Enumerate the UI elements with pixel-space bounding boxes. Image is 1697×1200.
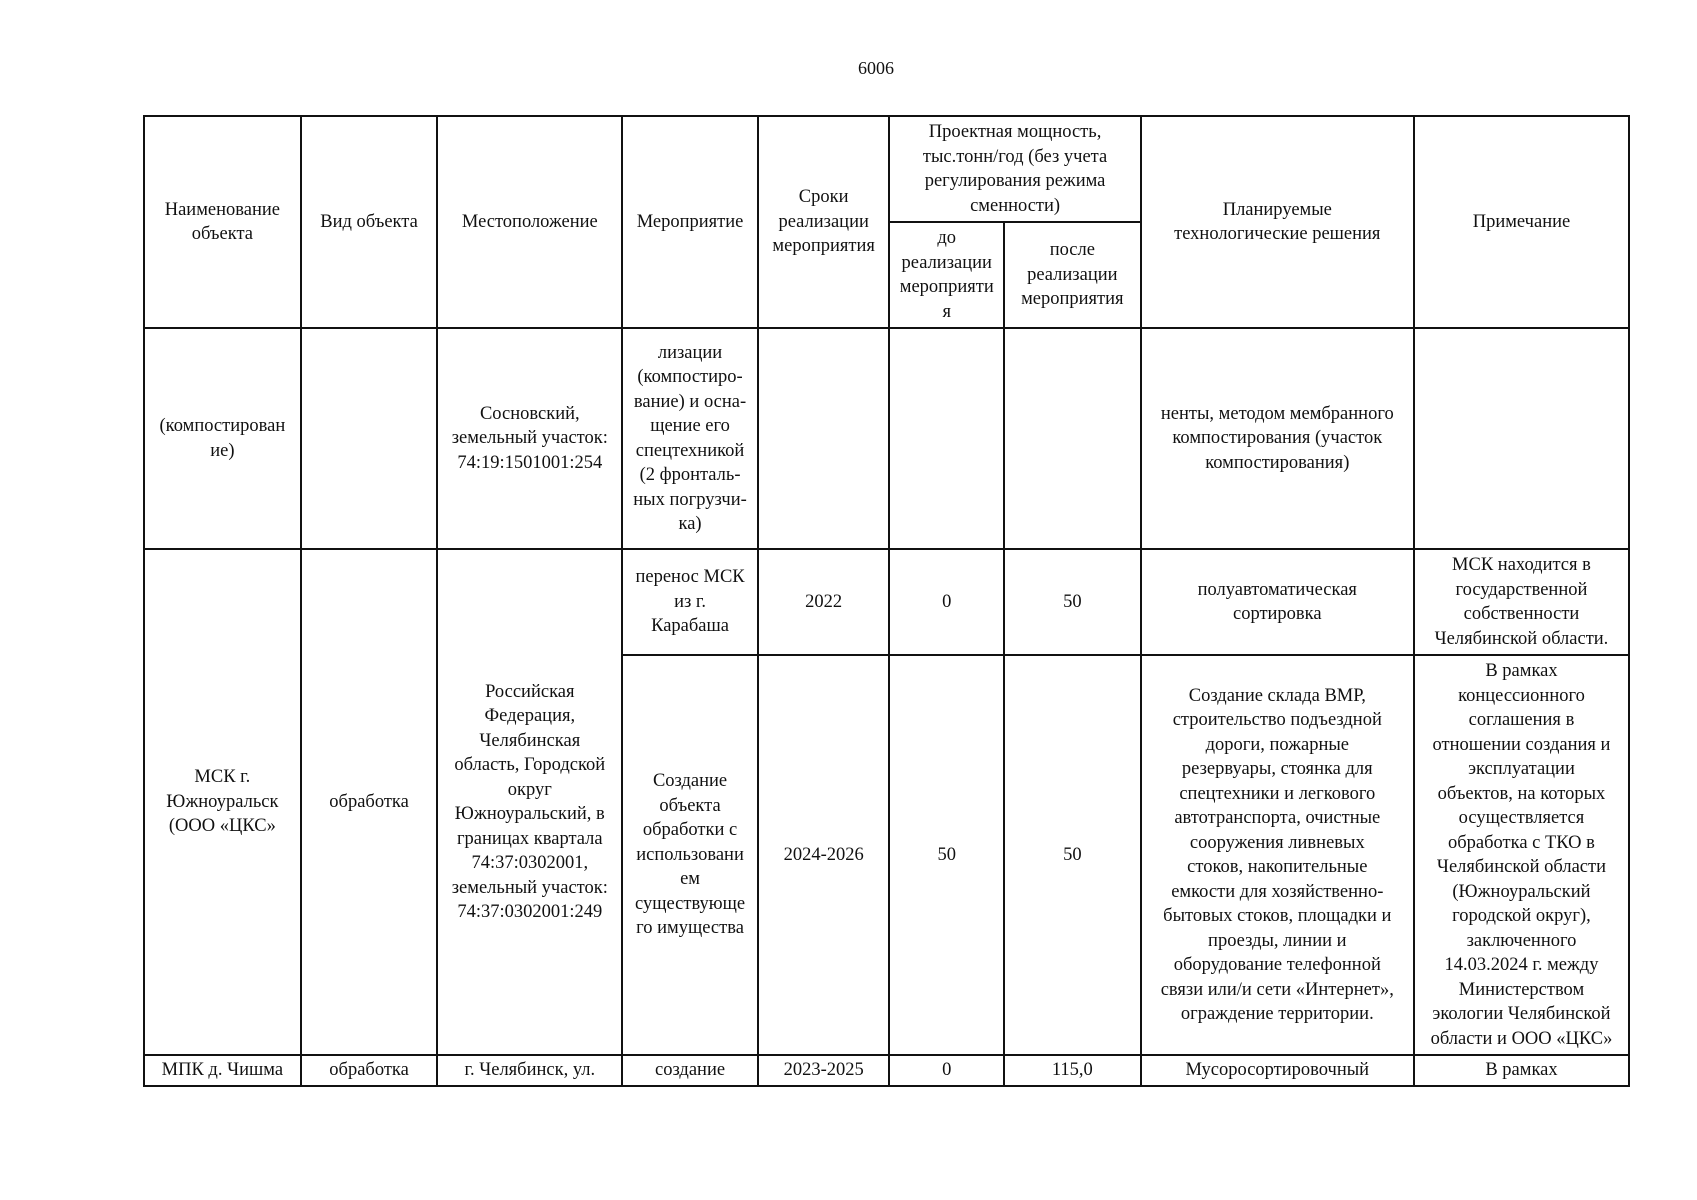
cell-note: В рамках концессионного соглашения в отношении создания и эксплуатации объектов, на которых осуществляется обработка с ТКО в Челябинской области (Южноуральский городской округ), заключенного 14.03.2024 г. между Министерством экологии Челябинской области и ООО «ЦКС»	[1414, 655, 1629, 1055]
cell-location: Сосновский, земельный участок: 74:19:1501001:254	[437, 328, 622, 549]
cell-capacity-before: 0	[889, 1055, 1004, 1086]
header-capacity: Проектная мощность, тыс.тонн/год (без учета регулирования режима сменности)	[889, 116, 1140, 222]
cell-location: г. Челябинск, ул.	[437, 1055, 622, 1086]
cell-capacity-after: 50	[1004, 655, 1141, 1055]
table-row	[144, 1055, 1629, 1086]
page-number: 6006	[858, 58, 894, 78]
cell-tech: полуавтоматическая сортировка	[1141, 549, 1414, 655]
facilities-table	[143, 115, 1630, 1087]
cell-name: МПК д. Чишма	[144, 1055, 301, 1086]
cell-tech: Мусоросортировочный	[1141, 1055, 1414, 1086]
cell-capacity-after: 115,0	[1004, 1055, 1141, 1086]
cell-activity: Создание объекта обработки с использовани ем существующе го имущества	[622, 655, 758, 1055]
cell-type: обработка	[301, 549, 438, 1055]
cell-capacity-after: 50	[1004, 549, 1141, 655]
table-row	[144, 328, 1629, 549]
header-name: Наименование объекта	[144, 116, 301, 328]
cell-name: (компостирован ие)	[144, 328, 301, 549]
cell-tech: ненты, методом мембранного компостирования (участок компостирования)	[1141, 328, 1414, 549]
header-capacity-before: до реализации мероприяти я	[889, 222, 1004, 328]
cell-capacity-after	[1004, 328, 1141, 549]
cell-capacity-before	[889, 328, 1004, 549]
cell-period	[758, 328, 890, 549]
cell-type: обработка	[301, 1055, 438, 1086]
cell-location: Российская Федерация, Челябинская область, Городской округ Южноуральский, в границах квартала 74:37:0302001, земельный участок: 74:37:0302001:249	[437, 549, 622, 1055]
cell-note: В рамках	[1414, 1055, 1629, 1086]
header-tech: Планируемые технологические решения	[1141, 116, 1414, 328]
cell-period: 2022	[758, 549, 890, 655]
cell-type	[301, 328, 438, 549]
cell-period: 2024-2026	[758, 655, 890, 1055]
cell-period: 2023-2025	[758, 1055, 890, 1086]
cell-capacity-before: 0	[889, 549, 1004, 655]
cell-name: МСК г. Южноуральск (ООО «ЦКС»	[144, 549, 301, 1055]
header-note: Примечание	[1414, 116, 1629, 328]
table-row	[144, 549, 1629, 655]
cell-note	[1414, 328, 1629, 549]
header-type: Вид объекта	[301, 116, 438, 328]
cell-activity: лизации (компостиро- вание) и осна- щение его спецтехникой (2 фронталь- ных погрузчи- ка)	[622, 328, 758, 549]
cell-activity: перенос МСК из г. Карабаша	[622, 549, 758, 655]
cell-tech: Создание склада ВМР, строительство подъездной дороги, пожарные резервуары, стоянка для спецтехники и легкового автотранспорта, очистные сооружения ливневых стоков, накопительные емкости для хозяйственно- бытовых стоков, площадки и проезды, линии и оборудование телефонной связи или/и сети «Интернет», ограждение территории.	[1141, 655, 1414, 1055]
cell-activity: создание	[622, 1055, 758, 1086]
cell-note: МСК находится в государственной собственности Челябинской области.	[1414, 549, 1629, 655]
header-capacity-after: после реализации мероприятия	[1004, 222, 1141, 328]
header-location: Местоположение	[437, 116, 622, 328]
header-activity: Мероприятие	[622, 116, 758, 328]
header-period: Сроки реализации мероприятия	[758, 116, 890, 328]
cell-capacity-before: 50	[889, 655, 1004, 1055]
